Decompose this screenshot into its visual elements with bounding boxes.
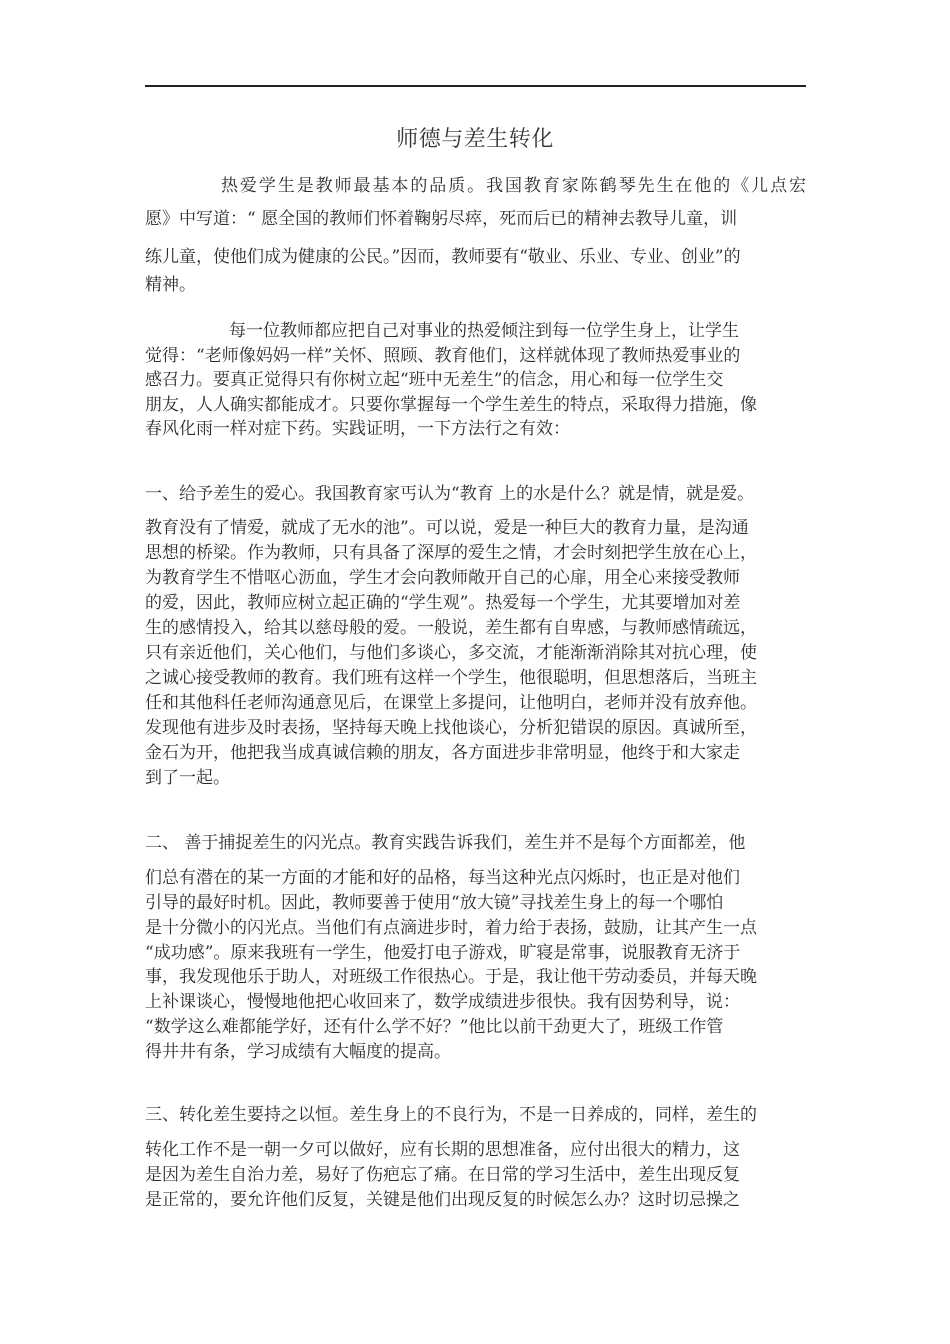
text-line: 练儿童，使他们成为健康的公民。”因而，教师要有“敬业、乐业、专业、创业”的 (145, 247, 741, 267)
text-line: 每一位教师都应把自己对事业的热爱倾注到每一位学生身上，让学生 (229, 321, 739, 341)
text-line: 三、转化差生要持之以恒。差生身上的不良行为，不是一日养成的，同样，差生的 (145, 1105, 757, 1125)
text-line: 为教育学生不惜呕心沥血，学生才会向教师敞开自己的心扉，用全心来接受教师 (145, 568, 740, 588)
text-line: 是因为差生自治力差，易好了伤疤忘了痛。在日常的学习生活中，差生出现反复 (145, 1165, 740, 1185)
text-line: 的爱，因此，教师应树立起正确的“学生观”。热爱每一个学生，尤其要增加对差 (145, 593, 741, 613)
text-line: “数学这么难都能学好，还有什么学不好？”他比以前干劲更大了，班级工作管 (145, 1017, 724, 1037)
text-line: 事，我发现他乐于助人，对班级工作很热心。于是，我让他干劳动委员，并每天晚 (145, 967, 757, 987)
text-line: 引导的最好时机。因此，教师要善于使用“放大镜”寻找差生身上的每一个哪怕 (145, 893, 724, 913)
text-line: 金石为开，他把我当成真诚信赖的朋友，各方面进步非常明显，他终于和大家走 (145, 743, 740, 763)
text-line: 之诚心接受教师的教育。我们班有这样一个学生，他很聪明，但思想落后，当班主 (145, 668, 757, 688)
text-line: 春风化雨一样对症下药。实践证明，一下方法行之有效： (145, 419, 570, 439)
text-line: 到了一起。 (145, 768, 230, 788)
text-line: 思想的桥梁。作为教师，只有具备了深厚的爱生之情，才会时刻把学生放在心上， (145, 543, 757, 563)
text-line: “成功感”。原来我班有一学生，他爱打电子游戏，旷寝是常事，说服教育无济于 (145, 943, 741, 963)
text-line: 是十分微小的闪光点。当他们有点滴进步时，着力给于表扬，鼓励，让其产生一点 (145, 918, 757, 938)
text-line: 觉得：“老师像妈妈一样”关怀、照顾、教育他们，这样就体现了教师热爱事业的 (145, 346, 741, 366)
text-line: 感召力。要真正觉得只有你树立起“班中无差生”的信念，用心和每一位学生交 (145, 370, 724, 390)
text-line: 一、给予差生的爱心。我国教育家丐认为“教育 上的水是什么？就是情，就是爱。 (145, 484, 755, 504)
text-line: 转化工作不是一朝一夕可以做好，应有长期的思想准备，应付出很大的精力，这 (145, 1140, 740, 1160)
text-line: 上补课谈心，慢慢地他把心收回来了，数学成绩进步很快。我有因势利导，说： (145, 992, 740, 1012)
header-rule (145, 85, 806, 87)
document-title: 师德与差生转化 (396, 127, 554, 152)
text-line: 发现他有进步及时表扬，坚持每天晚上找他谈心，分析犯错误的原因。真诚所至， (145, 718, 757, 738)
text-line: 热爱学生是教师最基本的品质。我国教育家陈鹤琴先生在他的《儿点宏 (221, 176, 806, 196)
text-line: 只有亲近他们，关心他们，与他们多谈心，多交流，才能渐渐消除其对抗心理，使 (145, 643, 757, 663)
text-line: 得井井有条，学习成绩有大幅度的提高。 (145, 1042, 451, 1062)
text-line: 是正常的，要允许他们反复，关键是他们出现反复的时候怎么办？这时切忌操之 (145, 1190, 740, 1210)
text-line: 们总有潜在的某一方面的才能和好的品格，每当这种光点闪烁时，也正是对他们 (145, 868, 740, 888)
text-line: 朋友，人人确实都能成才。只要你掌握每一个学生差生的特点，采取得力措施，像 (145, 395, 757, 415)
text-line: 教育没有了情爱，就成了无水的池”。可以说，爱是一种巨大的教育力量，是沟通 (145, 518, 749, 538)
text-line: 生的感情投入，给其以慈母般的爱。一般说，差生都有自卑感，与教师感情疏远， (145, 618, 757, 638)
text-line: 任和其他科任老师沟通意见后，在课堂上多提问，让他明白，老师并没有放弃他。 (145, 693, 757, 713)
text-line: 二、 善于捕捉差生的闪光点。教育实践告诉我们，差生并不是每个方面都差，他 (145, 833, 746, 853)
text-line: 精神。 (145, 275, 196, 295)
text-line: 愿》中写道：“ 愿全国的教师们怀着鞠躬尽瘁，死而后已的精神去教导儿童，训 (145, 209, 738, 229)
